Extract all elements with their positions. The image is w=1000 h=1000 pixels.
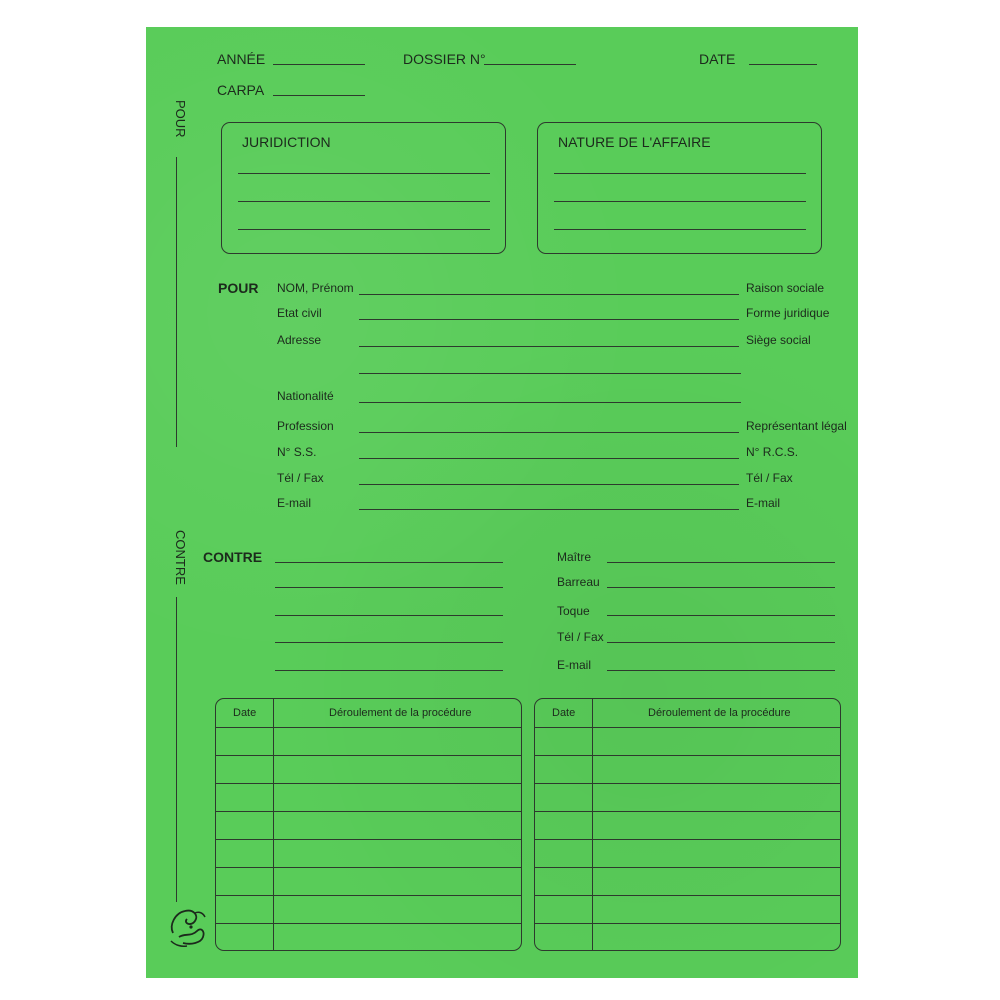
pour-title: POUR bbox=[218, 280, 259, 296]
nom-line bbox=[359, 294, 739, 295]
nationalite-line bbox=[359, 402, 741, 403]
ss-line bbox=[359, 458, 739, 459]
contre-email-label: E-mail bbox=[557, 658, 592, 672]
email-line bbox=[359, 509, 739, 510]
profession-line bbox=[359, 432, 739, 433]
contre-title: CONTRE bbox=[203, 549, 263, 565]
table-row-line bbox=[216, 839, 521, 840]
table-col-divider bbox=[273, 699, 274, 950]
tel-fax-line bbox=[359, 484, 739, 485]
table-row-line bbox=[216, 867, 521, 868]
nature-line bbox=[554, 173, 806, 174]
table-header-procedure: Déroulement de la procédure bbox=[648, 707, 791, 719]
table-row-line bbox=[216, 811, 521, 812]
nature-line bbox=[554, 229, 806, 230]
table-header-date: Date bbox=[233, 707, 257, 719]
contre-tel-label: Tél / Fax bbox=[557, 630, 604, 644]
folder-cover bbox=[146, 27, 858, 978]
representant-label: Représentant légal bbox=[746, 419, 847, 433]
date-label: DATE bbox=[699, 51, 736, 67]
nationalite-label: Nationalité bbox=[277, 389, 334, 403]
table-row-line bbox=[535, 923, 840, 924]
spine-contre-line bbox=[176, 597, 177, 902]
nature-label: NATURE DE L'AFFAIRE bbox=[558, 134, 711, 150]
table-row-line bbox=[535, 811, 840, 812]
dossier-label: DOSSIER N° bbox=[403, 51, 486, 67]
nature-box bbox=[537, 122, 822, 254]
etat-civil-line bbox=[359, 319, 739, 320]
tel-fax-right-label: Tél / Fax bbox=[746, 471, 793, 485]
annee-line bbox=[273, 64, 365, 65]
profession-label: Profession bbox=[277, 419, 334, 433]
contre-line bbox=[275, 587, 503, 588]
table-row-line bbox=[535, 727, 840, 728]
juridiction-line bbox=[238, 229, 490, 230]
date-line bbox=[749, 64, 817, 65]
table-col-divider bbox=[592, 699, 593, 950]
table-row-line bbox=[216, 923, 521, 924]
table-row-line bbox=[535, 839, 840, 840]
juridiction-box bbox=[221, 122, 506, 254]
etat-civil-label: Etat civil bbox=[277, 306, 322, 320]
forme-juridique-label: Forme juridique bbox=[746, 306, 830, 320]
contre-email-line bbox=[607, 670, 835, 671]
ss-label: N° S.S. bbox=[277, 445, 317, 459]
adresse-line bbox=[359, 346, 739, 347]
contre-line bbox=[275, 670, 503, 671]
contre-line bbox=[275, 615, 503, 616]
maitre-label: Maître bbox=[557, 550, 592, 564]
carpa-label: CARPA bbox=[217, 82, 265, 98]
nom-label: NOM, Prénom bbox=[277, 281, 354, 295]
procedure-table-left bbox=[215, 698, 522, 951]
table-row-line bbox=[216, 755, 521, 756]
toque-label: Toque bbox=[557, 604, 590, 618]
adresse-line-2 bbox=[359, 373, 741, 374]
table-row-line bbox=[216, 895, 521, 896]
adresse-label: Adresse bbox=[277, 333, 322, 347]
carpa-line bbox=[273, 95, 365, 96]
table-row-line bbox=[535, 867, 840, 868]
juridiction-label: JURIDICTION bbox=[242, 134, 331, 150]
contre-line bbox=[275, 562, 503, 563]
table-row-line bbox=[535, 783, 840, 784]
table-header-procedure: Déroulement de la procédure bbox=[329, 707, 472, 719]
nature-line bbox=[554, 201, 806, 202]
dossier-line bbox=[484, 64, 576, 65]
annee-label: ANNÉE bbox=[217, 51, 266, 67]
contre-line bbox=[275, 642, 503, 643]
table-row-line bbox=[535, 755, 840, 756]
spine-pour-label: POUR bbox=[173, 100, 188, 138]
maitre-line bbox=[607, 562, 835, 563]
table-row-line bbox=[216, 783, 521, 784]
siege-social-label: Siège social bbox=[746, 333, 811, 347]
table-row-line bbox=[216, 727, 521, 728]
spine-contre-label: CONTRE bbox=[173, 530, 188, 585]
procedure-table-right bbox=[534, 698, 841, 951]
juridiction-line bbox=[238, 201, 490, 202]
barreau-label: Barreau bbox=[557, 575, 600, 589]
toque-line bbox=[607, 615, 835, 616]
exacompta-logo-icon bbox=[165, 903, 213, 949]
table-header-date: Date bbox=[552, 707, 576, 719]
spine-pour-line bbox=[176, 157, 177, 447]
barreau-line bbox=[607, 587, 835, 588]
contre-tel-line bbox=[607, 642, 835, 643]
table-row-line bbox=[535, 895, 840, 896]
rcs-label: N° R.C.S. bbox=[746, 445, 799, 459]
raison-sociale-label: Raison sociale bbox=[746, 281, 825, 295]
juridiction-line bbox=[238, 173, 490, 174]
email-right-label: E-mail bbox=[746, 496, 781, 510]
tel-fax-label: Tél / Fax bbox=[277, 471, 324, 485]
email-label: E-mail bbox=[277, 496, 312, 510]
